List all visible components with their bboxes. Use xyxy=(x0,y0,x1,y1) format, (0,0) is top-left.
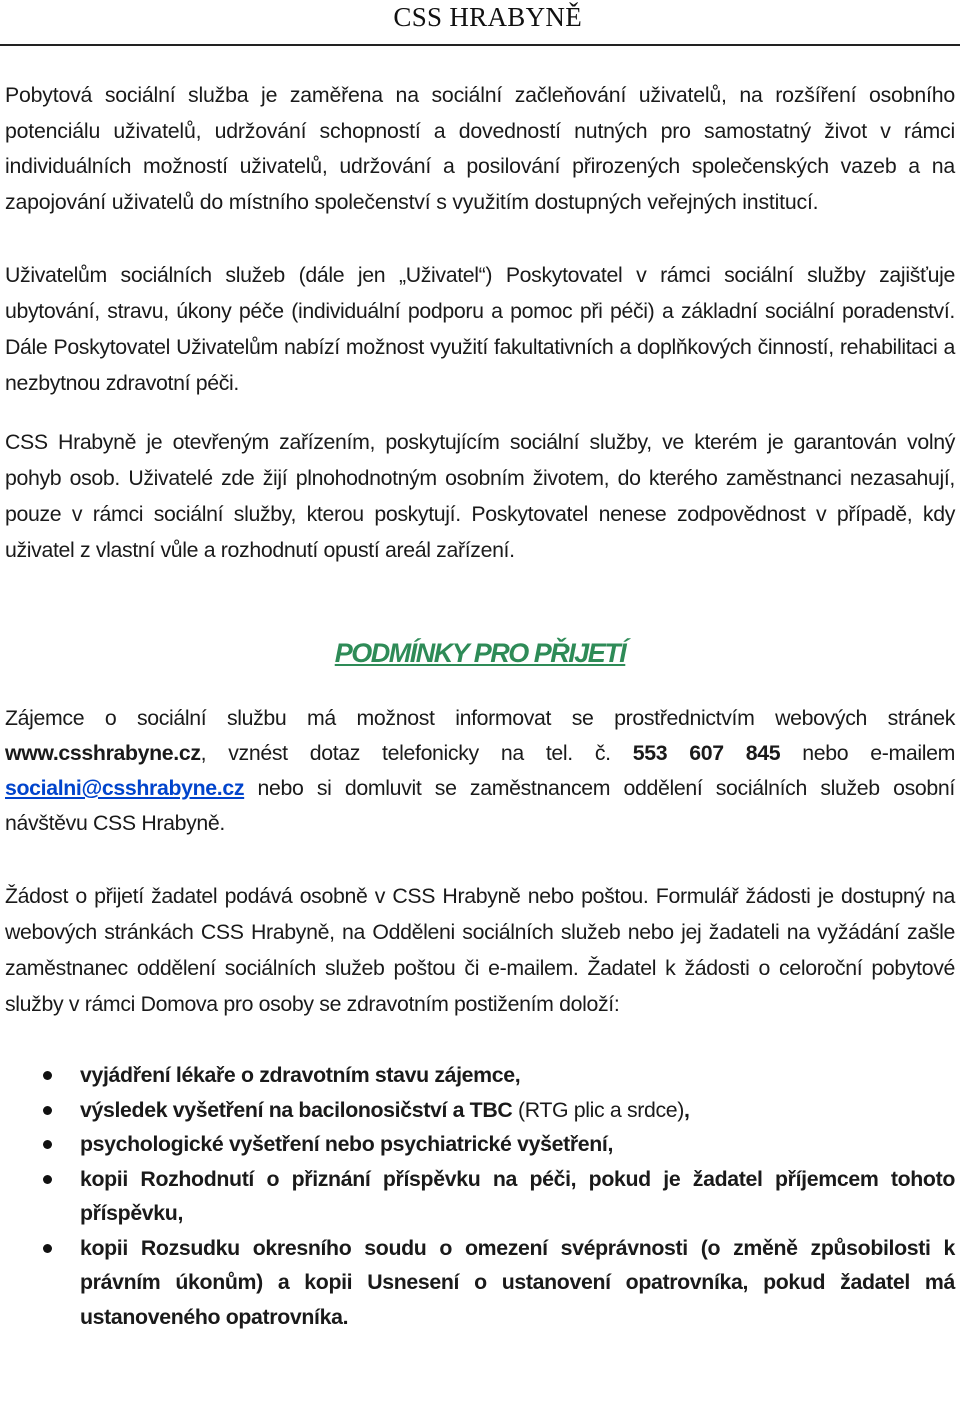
contact-text-before: Zájemce o sociální službu má možnost informovat se prostřednictvím webových stránek xyxy=(5,706,955,730)
page-header xyxy=(0,0,960,46)
contact-text-middle: , vznést dotaz telefonicky na tel. č. xyxy=(200,741,611,765)
bullet-icon xyxy=(43,1071,52,1080)
contact-text-after: nebo si domluvit se zaměstnancem oddělení sociálních služeb osobní návštěvu CSS Hrabyně. xyxy=(5,776,955,835)
list-item-bold: kopii Rozhodnutí o přiznání příspěvku na péči, pokud je žadatel příjemcem tohoto příspěvku, xyxy=(80,1166,955,1225)
list-item-bold: vyjádření lékaře o zdravotním stavu zájemce, xyxy=(80,1063,521,1087)
intro-paragraph-1: Pobytová sociální služba je zaměřena na sociální začleňování uživatelů, na rozšíření osobního potenciálu uživatelů, udržování schopností a dovedností nutných pro samostatný život v rámci individuálních možností uživatelů, udržování a posilování přirozených společenských vazeb a na zapojování uživatelů do místního společenství s využitím dostupných veřejných institucí. xyxy=(5,83,955,214)
bullet-icon xyxy=(43,1140,52,1149)
intro-paragraph-2: Uživatelům sociálních služeb (dále jen „Uživatel“) Poskytovatel v rámci sociální služby zajišťuje ubytování, stravu, úkony péče (individuální podporu a pomoc při péči) a základní sociální poradenství. Dále Poskytovatel Uživatelům nabízí možnost využití fakultativních a doplňkových činností, rehabilitaci a nezbytnou zdravotní péči. xyxy=(5,263,955,395)
intro-paragraph-3: CSS Hrabyně je otevřeným zařízením, poskytujícím sociální služby, ve kterém je garantován volný pohyb osob. Uživatelé zde žijí plnohodnotným osobním životem, do kterého zaměstnanci nezasahují, pouze v rámci sociální služby, kterou poskytují. Poskytovatel nenese zodpovědnost v případě, kdy uživatel z vlastní vůle a rozhodnutí opustí areál zařízení. xyxy=(5,430,955,562)
bullet-icon xyxy=(43,1244,52,1253)
bullet-icon xyxy=(43,1175,52,1184)
list-item-bold: psychologické vyšetření nebo psychiatrické vyšetření, xyxy=(80,1132,614,1156)
list-item xyxy=(5,1058,955,1093)
list-item xyxy=(5,1231,955,1335)
website-link[interactable]: www.csshrabyne.cz xyxy=(5,741,201,765)
list-item xyxy=(5,1162,955,1231)
list-item-bold: výsledek vyšetření na bacilonosičství a TBC xyxy=(80,1097,513,1122)
phone-number: 553 607 845 xyxy=(632,741,781,765)
document-body xyxy=(5,78,955,1334)
list-item-suffix: , xyxy=(684,1097,690,1122)
bullet-icon xyxy=(43,1106,52,1115)
requirements-list xyxy=(5,1058,955,1334)
contact-paragraph xyxy=(5,701,955,841)
section-title-conditions: PODMÍNKY PRO PŘIJETÍ xyxy=(334,638,626,668)
list-item xyxy=(5,1093,955,1128)
list-item-bold: kopii Rozsudku okresního soudu o omezení svéprávnosti (o změně způsobilosti k právním úkonům) a kopii Usnesení o ustanovení opatrovníka, pokud žadatel má ustanoveného opatrovníka. xyxy=(80,1235,955,1329)
list-item xyxy=(5,1127,955,1162)
list-item-normal: (RTG plic a srdce) xyxy=(512,1097,685,1122)
email-link[interactable]: socialni@csshrabyne.cz xyxy=(5,776,245,800)
contact-email-intro: nebo e-mailem xyxy=(802,741,955,765)
application-paragraph: Žádost o přijetí žadatel podává osobně v CSS Hrabyně nebo poštou. Formulář žádosti je dostupný na webových stránkách CSS Hrabyně, na Odděleni sociálních služeb nebo jej žadateli na vyžádání zašle zaměstnanec oddělení sociálních služeb poštou či e-mailem. Žadatel k žádosti o celoroční pobytové služby v rámci Domova pro osoby se zdravotním postižením doloží: xyxy=(5,884,955,1016)
header-title: CSS HRABYNĚ xyxy=(393,2,582,32)
